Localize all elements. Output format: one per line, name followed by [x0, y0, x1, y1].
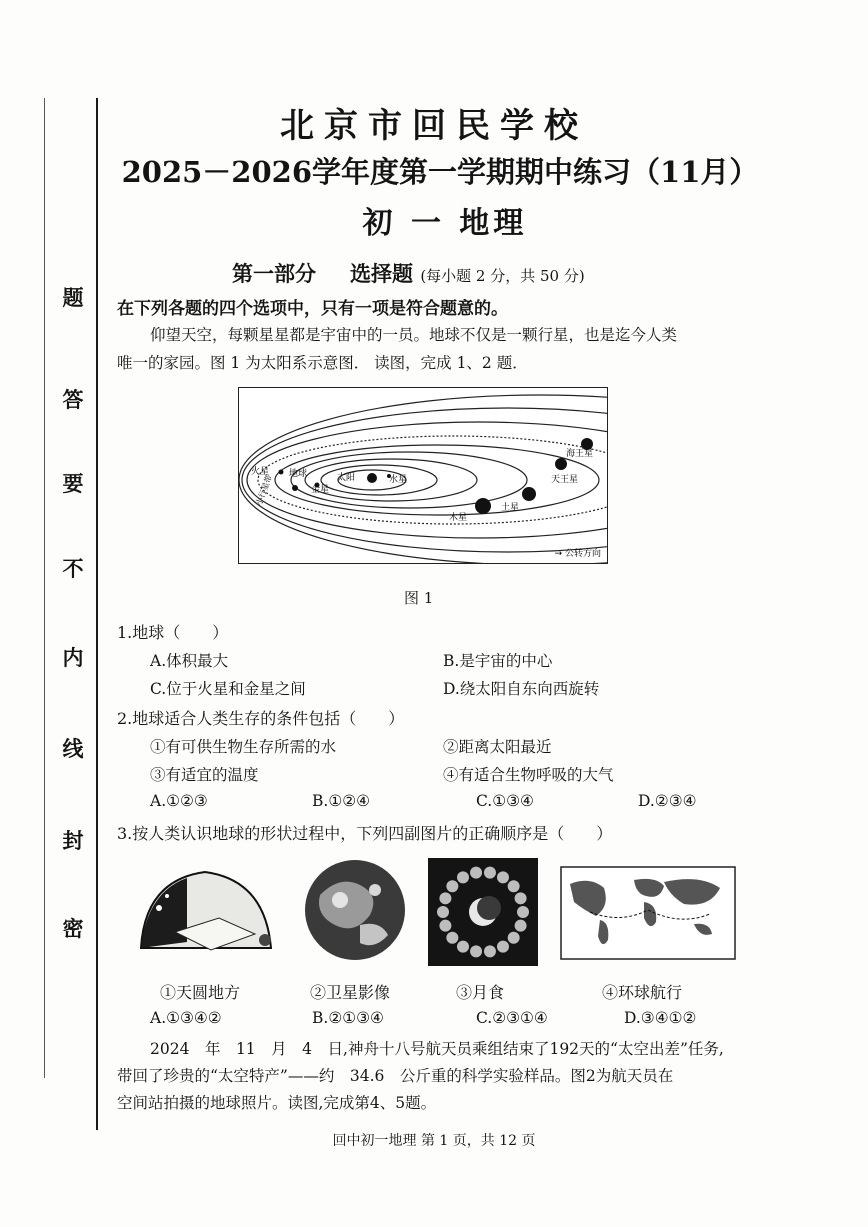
label-asteroid-belt: 小行星带	[254, 473, 274, 507]
picture-satellite-earth	[300, 855, 410, 965]
q2-option-c: C.①③④	[476, 792, 534, 810]
moon-phase	[439, 920, 451, 932]
q3-caption-4: ④环球航行	[602, 983, 683, 1002]
seal-char-1: 题	[62, 285, 84, 310]
section-note: (每小题 2 分，共 50 分)	[420, 267, 585, 285]
figure-solar-system	[238, 387, 608, 564]
q3-option-b: B.②①③④	[312, 1009, 384, 1027]
moon-phase	[508, 932, 520, 944]
moon-phase	[457, 871, 469, 883]
subject-title: 初 一 地理	[362, 206, 528, 241]
instruction: 在下列各题的四个选项中，只有一项是符合题意的。	[117, 299, 508, 319]
label-saturn: 土星	[501, 503, 520, 513]
section-heading	[232, 258, 585, 288]
saturn-marker	[522, 487, 536, 501]
q2-statement-1: ①有可供生物生存所需的水	[150, 738, 337, 756]
moon-phase	[470, 867, 482, 879]
q2-option-b: B.①②④	[312, 792, 371, 810]
picture-dome	[135, 862, 275, 962]
label-sun: 太阳	[337, 473, 356, 483]
moon-phase	[470, 945, 482, 957]
moon-phase	[497, 871, 509, 883]
seal-char-3: 要	[62, 471, 84, 496]
label-mercury: 水星	[389, 475, 408, 485]
moon-phase	[484, 945, 496, 957]
label-earth: 地球	[289, 469, 308, 479]
q2-statement-4: ④有适合生物呼吸的大气	[443, 766, 614, 784]
label-mars: 火星	[251, 467, 270, 477]
q3-option-a: A.①③④②	[150, 1009, 222, 1027]
seal-char-6: 线	[62, 736, 84, 761]
binding-margin-line	[96, 98, 98, 1130]
intro1-line1: 仰望天空，每颗星星都是宇宙中的一员。地球不仅是一颗行星，也是迄今人类	[150, 326, 678, 344]
intro2-line3: 空间站拍摄的地球照片。读图,完成第4、5题。	[117, 1094, 437, 1112]
label-uranus: 天王星	[551, 475, 579, 485]
exam-title: 2025－2026学年度第一学期期中练习（11月）	[121, 155, 759, 189]
picture-voyage-map	[560, 866, 736, 960]
intro1-line2: 唯一的家园。图 1 为太阳系示意图． 读图，完成 1、2 题．	[117, 354, 528, 372]
seal-char-5: 内	[62, 645, 84, 670]
q2-statement-3: ③有适宜的温度	[150, 766, 259, 784]
jupiter-marker	[475, 498, 491, 514]
binding-margin-outer-line	[44, 98, 45, 1078]
q3-option-d: D.③④①②	[624, 1009, 697, 1027]
label-venus: 金星	[311, 485, 330, 495]
moon-phase	[497, 941, 509, 953]
school-name: 北京市回民学校	[280, 106, 588, 146]
intro2-line2: 带回了珍贵的“太空特产”——约 34.6 公斤重的科学实验样品。图2为航天员在	[117, 1067, 674, 1085]
sun-marker	[367, 473, 377, 483]
q1-option-d: D.绕太阳自东向西旋转	[443, 680, 600, 698]
moon-phase	[446, 880, 458, 892]
seal-char-4: 不	[62, 556, 84, 581]
moon-phase	[439, 892, 451, 904]
q1-option-b: B.是宇宙的中心	[443, 652, 553, 670]
q3-stem: 3.按人类认识地球的形状过程中，下列四副图片的正确顺序是（ ）	[117, 824, 613, 843]
section-type: 选择题	[350, 261, 413, 286]
moon-phase	[457, 941, 469, 953]
q2-option-a: A.①②③	[150, 792, 208, 810]
section-title: 第一部分	[232, 261, 316, 286]
q2-statement-2: ②距离太阳最近	[443, 738, 552, 756]
seal-char-8: 密	[62, 916, 84, 941]
q2-stem: 2.地球适合人类生存的条件包括（ ）	[117, 709, 405, 728]
moon-phase	[446, 932, 458, 944]
figure1-caption: 图 1	[404, 589, 434, 607]
q3-caption-1: ①天圆地方	[160, 983, 241, 1002]
moon-phase	[484, 867, 496, 879]
label-jupiter: 木星	[449, 513, 468, 523]
q3-option-c: C.②③①④	[476, 1009, 548, 1027]
picture-lunar-eclipse	[428, 858, 538, 966]
seal-char-2: 答	[62, 387, 84, 412]
label-neptune: 海王星	[565, 449, 593, 459]
page-footer: 回中初一地理 第 1 页，共 12 页	[332, 1133, 536, 1149]
q3-caption-2: ②卫星影像	[310, 983, 391, 1002]
q2-option-d: D.②③④	[638, 792, 697, 810]
moon-phase	[437, 906, 449, 918]
seal-char-7: 封	[62, 828, 84, 853]
moon-phase	[508, 880, 520, 892]
moon-phase	[517, 906, 529, 918]
label-direction: → 公转方向	[554, 549, 601, 559]
moon-phase	[515, 892, 527, 904]
q1-option-c: C.位于火星和金星之间	[150, 680, 306, 698]
q1-stem: 1.地球（ ）	[117, 623, 229, 642]
q3-caption-3: ③月食	[456, 983, 505, 1002]
moon-phase	[515, 920, 527, 932]
q1-option-a: A.体积最大	[150, 652, 229, 670]
intro2-line1: 2024 年 11 月 4 日,神舟十八号航天员乘组结束了192天的“太空出差”任务,	[150, 1040, 724, 1058]
